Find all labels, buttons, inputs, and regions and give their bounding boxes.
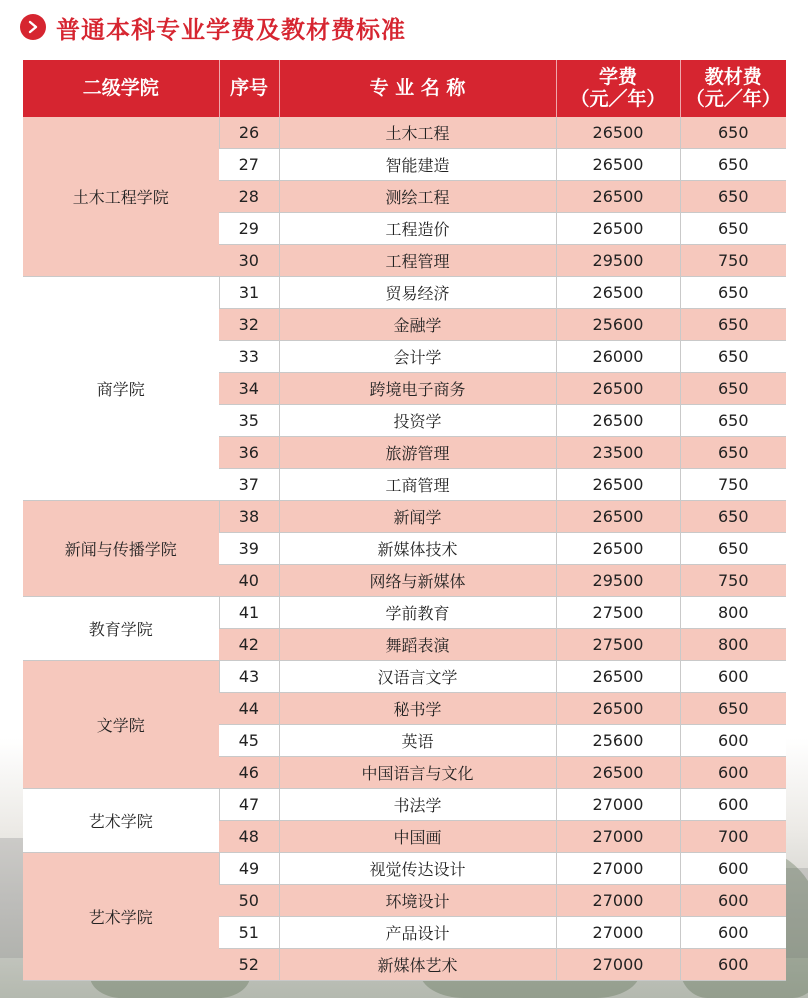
table-row: [23, 597, 786, 629]
major-name-cell: 产品设计: [279, 917, 556, 949]
major-name-cell: 环境设计: [279, 885, 556, 917]
college-cell: 土木工程学院: [23, 117, 219, 277]
column-header-tuition-unit: （元／年）: [570, 87, 666, 110]
tuition-cell: 26000: [556, 341, 680, 373]
row-number-cell: 42: [219, 629, 279, 661]
college-cell: 新闻与传播学院: [23, 501, 219, 597]
row-number-cell: 34: [219, 373, 279, 405]
table-row: [23, 501, 786, 533]
tuition-cell: 27000: [556, 853, 680, 885]
textbook-fee-cell: 600: [680, 885, 786, 917]
column-header-books: [680, 60, 786, 117]
major-name-cell: 秘书学: [279, 693, 556, 725]
row-number-cell: 30: [219, 245, 279, 277]
textbook-fee-cell: 600: [680, 757, 786, 789]
tuition-cell: 26500: [556, 405, 680, 437]
tuition-cell: 26500: [556, 469, 680, 501]
tuition-cell: 26500: [556, 693, 680, 725]
textbook-fee-cell: 600: [680, 917, 786, 949]
table-row: [23, 661, 786, 693]
textbook-fee-cell: 650: [680, 277, 786, 309]
row-number-cell: 44: [219, 693, 279, 725]
textbook-fee-cell: 800: [680, 597, 786, 629]
tuition-cell: 26500: [556, 373, 680, 405]
tuition-cell: 26500: [556, 181, 680, 213]
major-name-cell: 新媒体技术: [279, 533, 556, 565]
row-number-cell: 39: [219, 533, 279, 565]
textbook-fee-cell: 800: [680, 629, 786, 661]
textbook-fee-cell: 600: [680, 789, 786, 821]
major-name-cell: 金融学: [279, 309, 556, 341]
section-header: [20, 10, 406, 44]
textbook-fee-cell: 650: [680, 405, 786, 437]
row-number-cell: 27: [219, 149, 279, 181]
row-number-cell: 35: [219, 405, 279, 437]
row-number-cell: 37: [219, 469, 279, 501]
tuition-cell: 26500: [556, 501, 680, 533]
page-title: 普通本科专业学费及教材费标准: [56, 15, 406, 44]
major-name-cell: 新媒体艺术: [279, 949, 556, 981]
textbook-fee-cell: 750: [680, 245, 786, 277]
row-number-cell: 45: [219, 725, 279, 757]
major-name-cell: 测绘工程: [279, 181, 556, 213]
major-name-cell: 中国语言与文化: [279, 757, 556, 789]
tuition-cell: 26500: [556, 533, 680, 565]
major-name-cell: 舞蹈表演: [279, 629, 556, 661]
major-name-cell: 中国画: [279, 821, 556, 853]
textbook-fee-cell: 650: [680, 341, 786, 373]
college-cell: 文学院: [23, 661, 219, 789]
column-header-no: 序号: [219, 60, 279, 117]
major-name-cell: 旅游管理: [279, 437, 556, 469]
textbook-fee-cell: 650: [680, 373, 786, 405]
row-number-cell: 26: [219, 117, 279, 149]
row-number-cell: 51: [219, 917, 279, 949]
textbook-fee-cell: 650: [680, 693, 786, 725]
major-name-cell: 工商管理: [279, 469, 556, 501]
textbook-fee-cell: 750: [680, 469, 786, 501]
tuition-cell: 25600: [556, 725, 680, 757]
tuition-cell: 26500: [556, 213, 680, 245]
textbook-fee-cell: 650: [680, 181, 786, 213]
row-number-cell: 32: [219, 309, 279, 341]
college-cell: 艺术学院: [23, 789, 219, 853]
textbook-fee-cell: 650: [680, 437, 786, 469]
textbook-fee-cell: 600: [680, 661, 786, 693]
major-name-cell: 工程造价: [279, 213, 556, 245]
textbook-fee-cell: 750: [680, 565, 786, 597]
row-number-cell: 40: [219, 565, 279, 597]
major-name-cell: 会计学: [279, 341, 556, 373]
major-name-cell: 新闻学: [279, 501, 556, 533]
row-number-cell: 47: [219, 789, 279, 821]
table-row: [23, 789, 786, 821]
row-number-cell: 46: [219, 757, 279, 789]
college-cell: 商学院: [23, 277, 219, 501]
row-number-cell: 36: [219, 437, 279, 469]
row-number-cell: 38: [219, 501, 279, 533]
tuition-cell: 27000: [556, 917, 680, 949]
table-row: [23, 117, 786, 149]
college-cell: 教育学院: [23, 597, 219, 661]
row-number-cell: 49: [219, 853, 279, 885]
chevron-right-icon: [20, 14, 46, 40]
column-header-tuition: [556, 60, 680, 117]
major-name-cell: 汉语言文学: [279, 661, 556, 693]
textbook-fee-cell: 650: [680, 309, 786, 341]
major-name-cell: 网络与新媒体: [279, 565, 556, 597]
row-number-cell: 29: [219, 213, 279, 245]
textbook-fee-cell: 600: [680, 725, 786, 757]
tuition-cell: 29500: [556, 245, 680, 277]
tuition-cell: 27000: [556, 821, 680, 853]
tuition-cell: 27000: [556, 885, 680, 917]
tuition-cell: 27000: [556, 949, 680, 981]
column-header-tuition-title: 学费: [598, 65, 637, 88]
major-name-cell: 英语: [279, 725, 556, 757]
fee-table: [23, 60, 786, 981]
table-header: [23, 60, 786, 117]
major-name-cell: 土木工程: [279, 117, 556, 149]
row-number-cell: 31: [219, 277, 279, 309]
textbook-fee-cell: 600: [680, 853, 786, 885]
table-row: [23, 853, 786, 885]
tuition-cell: 26500: [556, 277, 680, 309]
row-number-cell: 41: [219, 597, 279, 629]
tuition-cell: 27500: [556, 597, 680, 629]
row-number-cell: 52: [219, 949, 279, 981]
major-name-cell: 书法学: [279, 789, 556, 821]
textbook-fee-cell: 650: [680, 213, 786, 245]
row-number-cell: 50: [219, 885, 279, 917]
textbook-fee-cell: 650: [680, 533, 786, 565]
tuition-cell: 27500: [556, 629, 680, 661]
table-body: [23, 117, 786, 981]
major-name-cell: 跨境电子商务: [279, 373, 556, 405]
row-number-cell: 48: [219, 821, 279, 853]
tuition-cell: 26500: [556, 661, 680, 693]
tuition-cell: 23500: [556, 437, 680, 469]
textbook-fee-cell: 600: [680, 949, 786, 981]
textbook-fee-cell: 650: [680, 117, 786, 149]
tuition-cell: 27000: [556, 789, 680, 821]
major-name-cell: 工程管理: [279, 245, 556, 277]
college-cell: 艺术学院: [23, 853, 219, 981]
column-header-books-unit: （元／年）: [685, 87, 781, 110]
major-name-cell: 投资学: [279, 405, 556, 437]
textbook-fee-cell: 650: [680, 501, 786, 533]
major-name-cell: 贸易经济: [279, 277, 556, 309]
textbook-fee-cell: 700: [680, 821, 786, 853]
tuition-cell: 25600: [556, 309, 680, 341]
textbook-fee-cell: 650: [680, 149, 786, 181]
row-number-cell: 28: [219, 181, 279, 213]
column-header-major: 专 业 名 称: [279, 60, 556, 117]
major-name-cell: 智能建造: [279, 149, 556, 181]
table-row: [23, 277, 786, 309]
tuition-cell: 26500: [556, 757, 680, 789]
row-number-cell: 43: [219, 661, 279, 693]
column-header-college: 二级学院: [23, 60, 219, 117]
row-number-cell: 33: [219, 341, 279, 373]
column-header-books-title: 教材费: [704, 65, 762, 88]
major-name-cell: 学前教育: [279, 597, 556, 629]
tuition-cell: 26500: [556, 117, 680, 149]
tuition-cell: 29500: [556, 565, 680, 597]
major-name-cell: 视觉传达设计: [279, 853, 556, 885]
tuition-cell: 26500: [556, 149, 680, 181]
